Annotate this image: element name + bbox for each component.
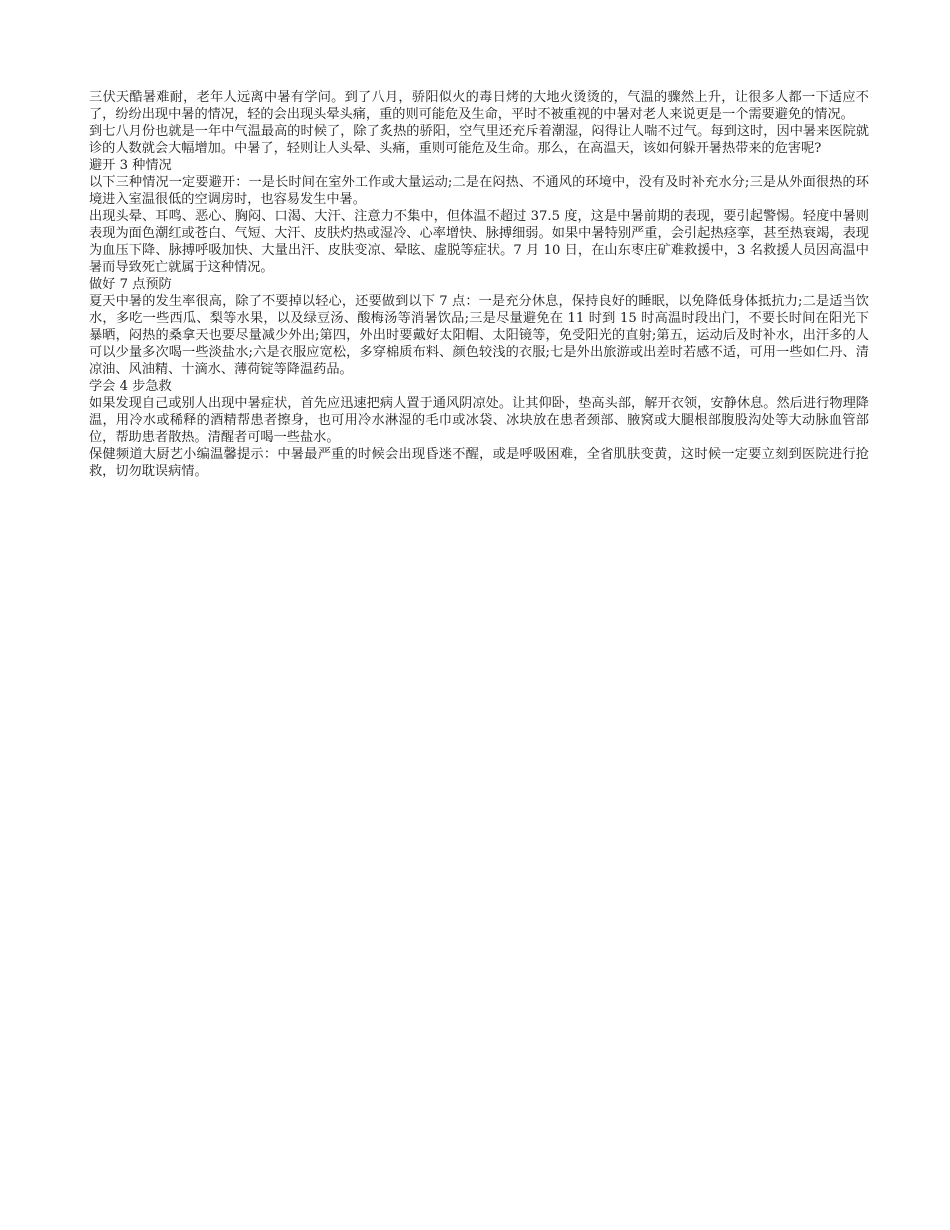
intro-paragraph: 三伏天酷暑难耐，老年人远离中暑有学问。到了八月，骄阳似火的毒日烤的大地火烫烫的，气温的骤然上升，让很多人都一下适应不了，纷纷出现中暑的情况，轻的会出现头晕头痛，重的则可能危及生命，平时不被重视的中暑对老人来说更是一个需要避免的情况。 [89, 90, 869, 122]
avoid-situations-paragraph: 以下三种情况一定要避开：一是长时间在室外工作或大量运动;二是在闷热、不通风的环境中，没有及时补充水分;三是从外面很热的环境进入室温很低的空调房时，也容易发生中暑。 [89, 175, 869, 207]
context-paragraph: 到七八月份也就是一年中气温最高的时候了，除了炙热的骄阳，空气里还充斥着潮湿，闷得让人喘不过气。每到这时，因中暑来医院就诊的人数就会大幅增加。中暑了，轻则让人头晕、头痛，重则可能危及生命。那么，在高温天，该如何躲开暑热带来的危害呢? [89, 124, 869, 156]
closing-tip-paragraph: 保健频道大厨艺小编温馨提示：中暑最严重的时候会出现昏迷不醒，或是呼吸困难，全省肌肤变黄，这时候一定要立刻到医院进行抢救，切勿耽误病情。 [89, 447, 869, 479]
article-body [89, 89, 869, 480]
prevention-paragraph: 夏天中暑的发生率很高，除了不要掉以轻心，还要做到以下 7 点：一是充分休息，保持良好的睡眠，以免降低身体抵抗力;二是适当饮水，多吃一些西瓜、梨等水果，以及绿豆汤、酸梅汤等消暑饮品;三是尽量避免在 11 时到 15 时高温时段出门，不要长时间在阳光下暴晒，闷热的桑拿天也要尽量减少外出;第四，外出时要戴好太阳帽、太阳镜等，免受阳光的直射;第五，运动后及时补水，出汗多的人可以少量多次喝一些淡盐水;六是衣服应宽松，多穿棉质布料、颜色较浅的衣服;七是外出旅游或出差时若感不适，可用一些如仁丹、清凉油、风油精、十滴水、薄荷锭等降温药品。 [89, 294, 869, 377]
symptoms-paragraph: 出现头晕、耳鸣、恶心、胸闷、口渴、大汗、注意力不集中，但体温不超过 37.5 度，这是中暑前期的表现，要引起警惕。轻度中暑则表现为面色潮红或苍白、气短、大汗、皮肤灼热或湿冷、心率增快、脉搏细弱。如果中暑特别严重，会引起热痉挛，甚至热衰竭，表现为血压下降、脉搏呼吸加快、大量出汗、皮肤变凉、晕眩、虚脱等症状。7 月 10 日，在山东枣庄矿难救援中，3 名救援人员因高温中暑而导致死亡就属于这种情况。 [89, 209, 869, 275]
section-heading-first-aid: 学会 4 步急救 [89, 379, 172, 394]
first-aid-paragraph: 如果发现自己或别人出现中暑症状，首先应迅速把病人置于通风阴凉处。让其仰卧，垫高头部，解开衣领，安静休息。然后进行物理降温，用冷水或稀释的酒精帮患者擦身，也可用冷水淋湿的毛巾或冰袋、冰块放在患者颈部、腋窝或大腿根部腹股沟处等大动脉血管部位，帮助患者散热。清醒者可喝一些盐水。 [89, 396, 869, 445]
section-heading-avoid: 避开 3 种情况 [89, 158, 172, 173]
section-heading-prevention: 做好 7 点预防 [89, 277, 172, 292]
